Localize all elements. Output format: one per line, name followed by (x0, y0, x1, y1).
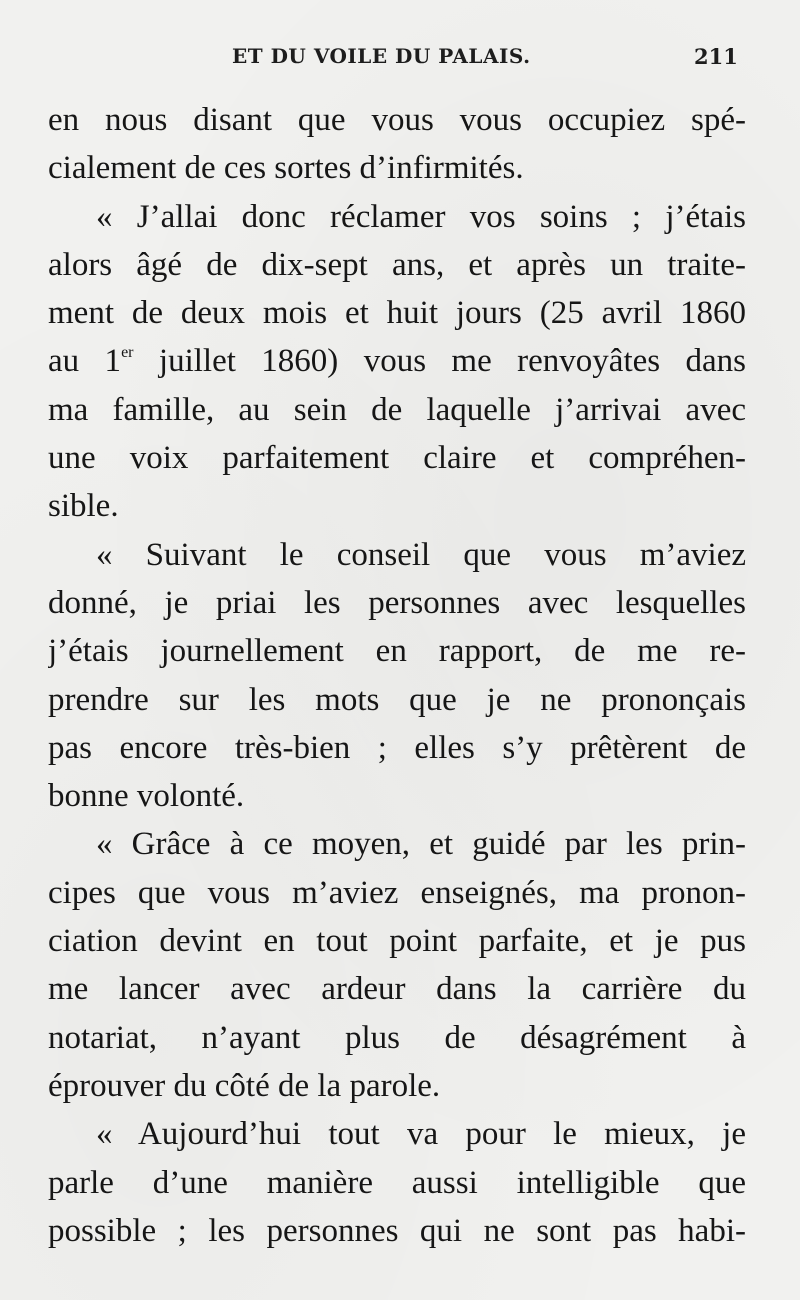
text-line: alors âgé de dix-sept ans, et après un traite- (48, 246, 746, 283)
text-line (48, 337, 746, 385)
text-line: « Aujourd’hui tout va pour le mieux, je (96, 1116, 746, 1153)
page-number: 211 (694, 44, 738, 69)
text-line: donné, je priai les personnes avec lesquelles (48, 584, 746, 621)
text-line: sible. (48, 488, 119, 525)
superscript: er (121, 344, 134, 362)
text-line: « Suivant le conseil que vous m’aviez (96, 536, 746, 573)
text-line: cipes que vous m’aviez enseignés, ma pronon- (48, 874, 746, 911)
text-line: notariat, n’ayant plus de désagrément à (48, 1019, 746, 1056)
text-line: j’étais journellement en rapport, de me re- (48, 633, 746, 670)
running-title: ET DU VOILE DU PALAIS. (232, 44, 531, 68)
text-line: bonne volonté. (48, 778, 245, 815)
text-line: ciation devint en tout point parfaite, et je pus (48, 923, 746, 960)
text-line: prendre sur les mots que je ne prononçais (48, 681, 746, 718)
text-fragment: au 1 (48, 343, 122, 380)
page-header (0, 44, 800, 74)
text-line: éprouver du côté de la parole. (48, 1067, 441, 1104)
text-line: pas encore très-bien ; elles s’y prêtèrent de (48, 729, 746, 766)
text-line: « J’allai donc réclamer vos soins ; j’étais (96, 198, 746, 235)
text-line: « Grâce à ce moyen, et guidé par les prin- (96, 826, 746, 863)
text-line: possible ; les personnes qui ne sont pas habi- (48, 1212, 746, 1249)
text-line: parle d’une manière aussi intelligible que (48, 1164, 746, 1201)
text-line: en nous disant que vous vous occupiez spé- (48, 102, 746, 138)
text-line: une voix parfaitement claire et compréhen- (48, 440, 746, 477)
text-line: ment de deux mois et huit jours (25 avril 1860 (48, 295, 746, 332)
text-line: cialement de ces sortes d’infirmités. (48, 150, 524, 187)
body-text (48, 96, 746, 1255)
text-line: ma famille, au sein de laquelle j’arrivai avec (48, 391, 746, 428)
text-fragment: juillet 1860) vous me renvoyâtes dans (133, 343, 746, 380)
text-line: me lancer avec ardeur dans la carrière du (48, 971, 746, 1008)
